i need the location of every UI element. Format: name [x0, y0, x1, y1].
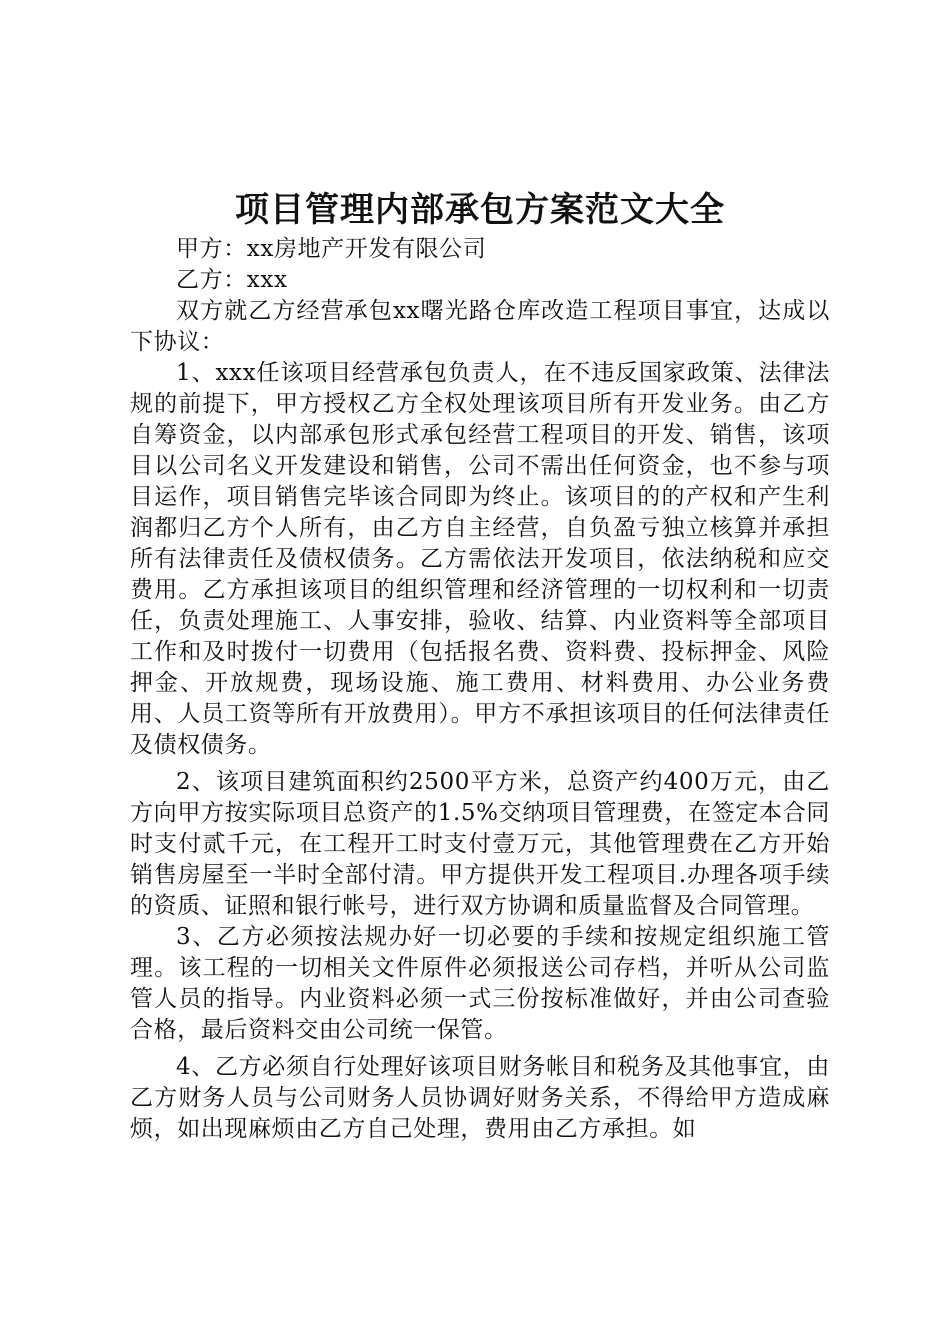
- clause-3: 3、乙方必须按法规办好一切必要的手续和按规定组织施工管理。该工程的一切相关文件原件必须报送公司存档，并听从公司监管人员的指导。内业资料必须一式三份按标准做好，并由公司查验合格，最后资料交由公司统一保管。: [130, 924, 830, 1043]
- party-b: 乙方：xxx: [176, 267, 288, 293]
- clause-2: 2、该项目建筑面积约2500平方米，总资产约400万元，由乙方向甲方按实际项目总资产的1.5%交纳项目管理费，在签定本合同时支付贰千元，在工程开工时支付壹万元，其他管理费在乙方开始销售房屋至一半时全部付清。甲方提供开发工程项目.办理各项手续的资质、证照和银行帐号，进行双方协调和质量监督及合同管理。: [130, 769, 830, 919]
- document-title: 项目管理内部承包方案范文大全: [235, 190, 725, 230]
- clause-1: 1、xxx任该项目经营承包负责人，在不违反国家政策、法律法规的前提下，甲方授权乙方全权处理该项目所有开发业务。由乙方自筹资金，以内部承包形式承包经营工程项目的开发、销售，该项目以公司名义开发建设和销售，公司不需出任何资金，也不参与项目运作，项目销售完毕该合同即为终止。该项目的的产权和产生利润都归乙方个人所有，由乙方自主经营，自负盈亏独立核算并承担所有法律责任及债权债务。乙方需依法开发项目，依法纳税和应交费用。乙方承担该项目的组织管理和经济管理的一切权利和一切责任，负责处理施工、人事安排，验收、结算、内业资料等全部项目工作和及时拨付一切费用（包括报名费、资料费、投标押金、风险押金、开放规费，现场设施、施工费用、材料费用、办公业务费用、人员工资等所有开放费用）。甲方不承担该项目的任何法律责任及债权债务。: [130, 360, 830, 758]
- party-a: 甲方：xx房地产开发有限公司: [176, 236, 487, 262]
- document-page: [130, 186, 830, 1145]
- intro-paragraph: 双方就乙方经营承包xx曙光路仓库改造工程项目事宜，达成以下协议：: [130, 298, 830, 355]
- clause-4: 4、乙方必须自行处理好该项目财务帐目和税务及其他事宜，由乙方财务人员与公司财务人员协调好财务关系，不得给甲方造成麻烦，如出现麻烦由乙方自己处理，费用由乙方承担。如: [130, 1054, 830, 1142]
